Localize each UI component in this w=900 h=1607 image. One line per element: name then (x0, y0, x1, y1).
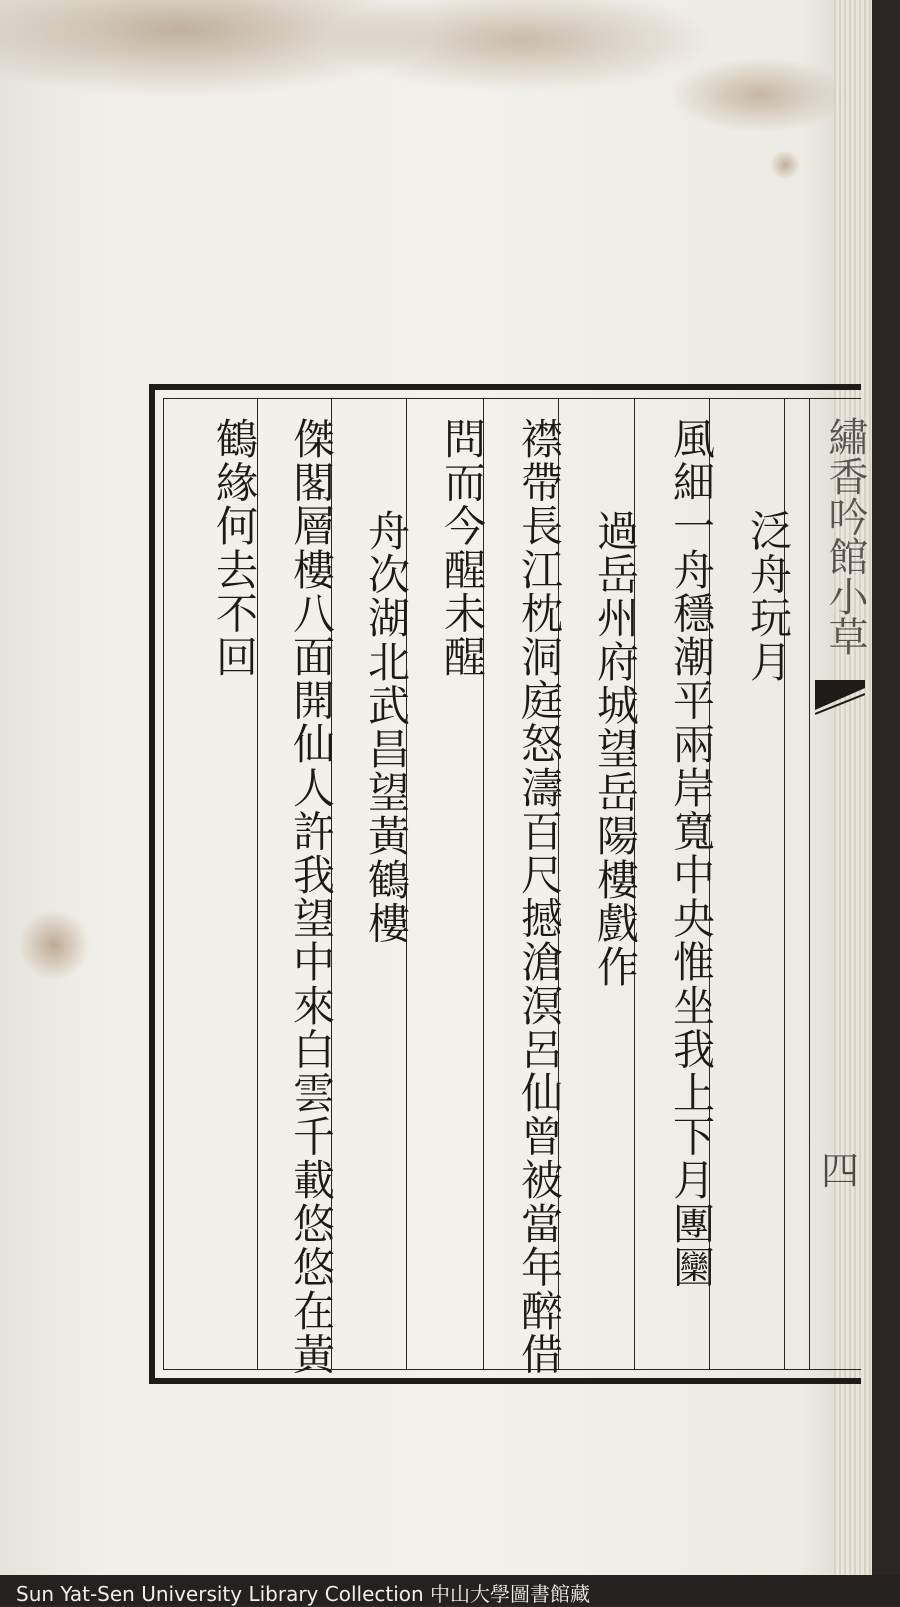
folio-number: 四 (821, 1149, 860, 1193)
poem-line: 襟帶長江枕洞庭怒濤百尺撼滄溟呂仙曾被當年醉借 (515, 417, 564, 1377)
water-stain (0, 0, 872, 150)
poem-line: 風細一舟穩潮平兩岸寬中央惟坐我上下月團圞 (667, 417, 716, 1289)
poem-line: 傑閣層樓八面開仙人許我望中來白雲千載悠悠在黃 (287, 417, 336, 1377)
poem-title: 過岳州府城望岳陽樓戲作 (591, 509, 640, 989)
fishtail-mark (815, 680, 865, 716)
block-center-band (815, 398, 868, 1370)
foxing-spot (770, 150, 800, 180)
poem-title: 舟次湖北武昌望黃鶴樓 (362, 509, 411, 945)
poem-line: 問而今醒未醒 (438, 417, 487, 679)
credit-bar (0, 1575, 900, 1605)
credit-text: Sun Yat-Sen University Library Collection 中山大學圖書館藏 (16, 1582, 591, 1606)
poem-title: 泛舟玩月 (744, 509, 793, 684)
printed-frame (149, 384, 868, 1384)
poem-line: 鶴緣何去不回 (210, 417, 259, 679)
column-rule (809, 399, 810, 1369)
book-title: 繡香吟館小草 (822, 416, 868, 656)
foxing-spot (18, 910, 90, 980)
text-block (163, 398, 861, 1377)
